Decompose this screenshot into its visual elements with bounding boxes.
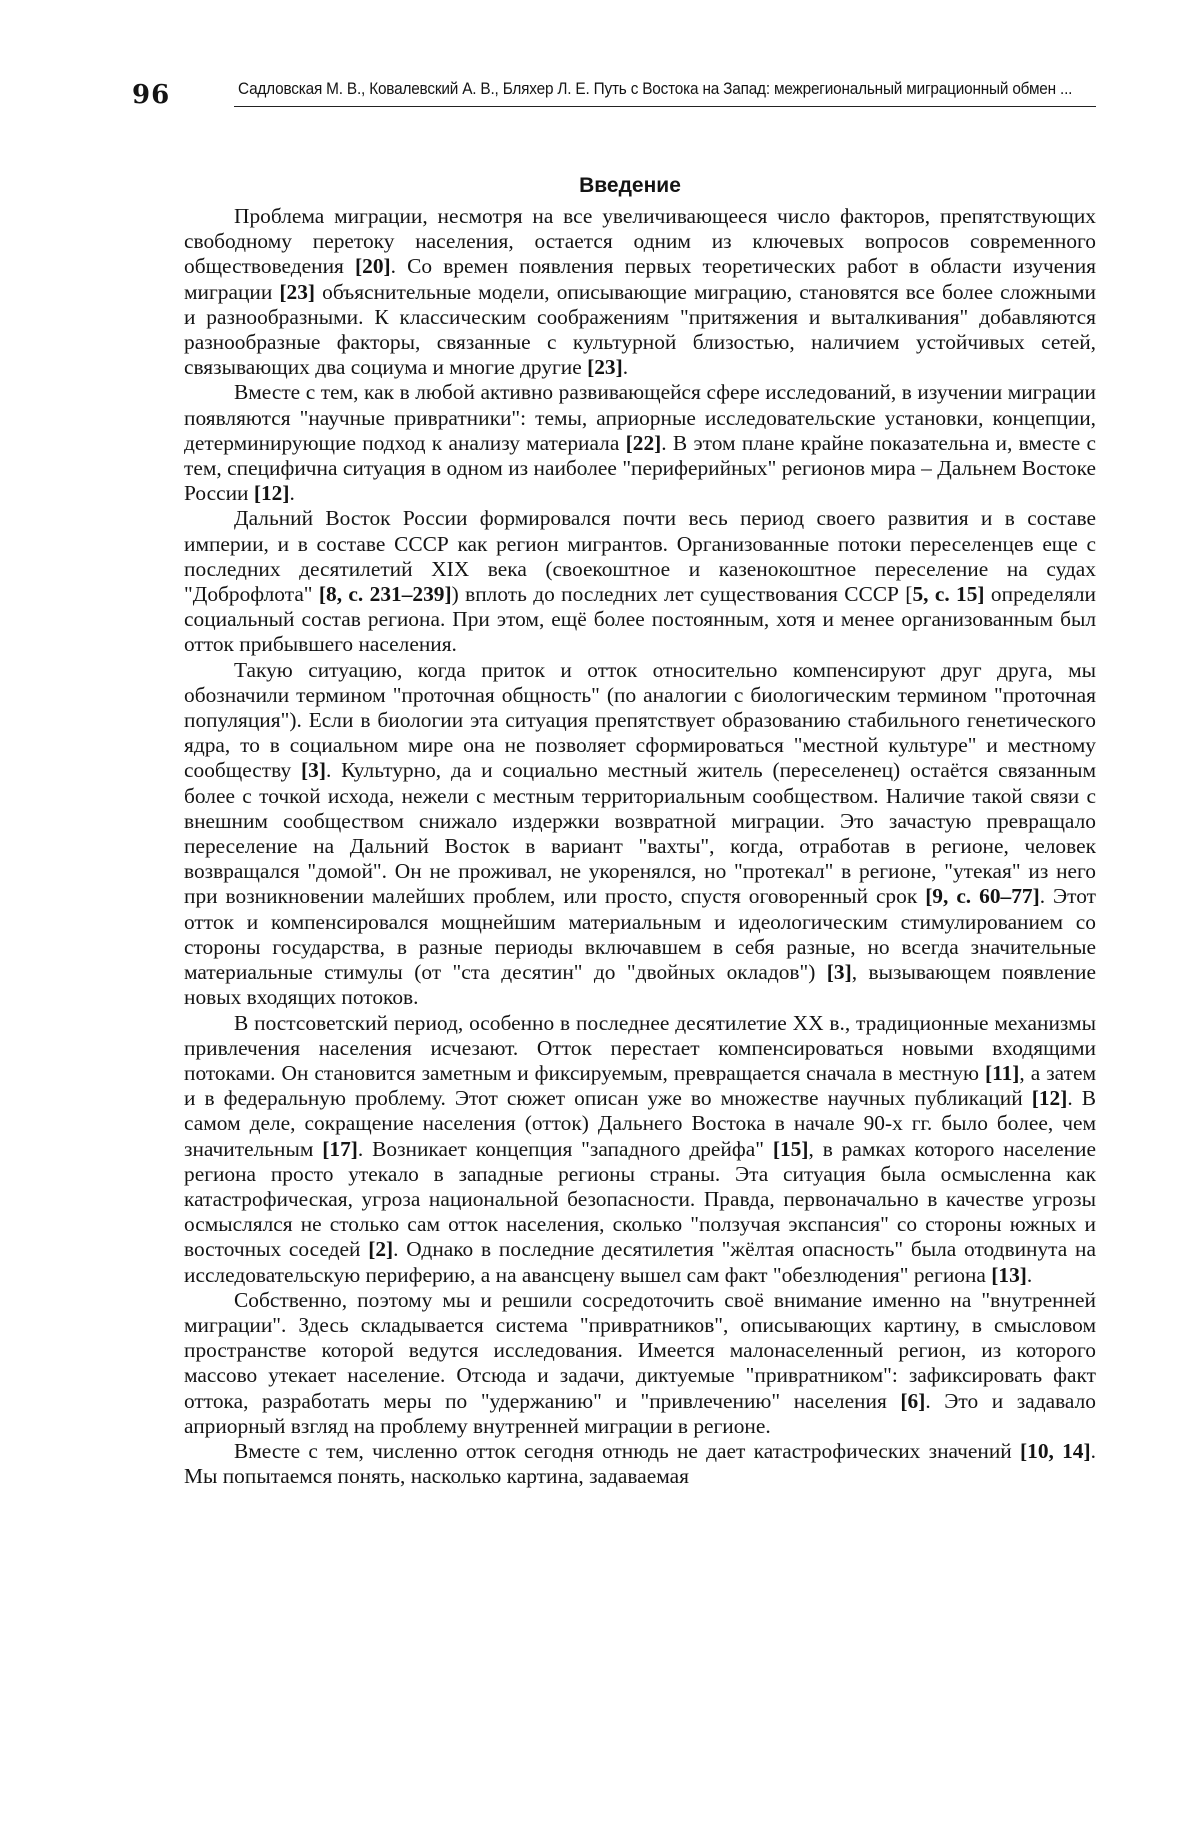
section-title: Введение bbox=[579, 174, 681, 197]
paragraph: Дальний Восток России формировался почти весь период своего развития и в составе империи, и в составе СССР как регион мигрантов. Организованные потоки переселенцев еще с последних десятилетий XIX века (своекоштное и казенокоштное переселение на судах "Доброфлота" [8, с. 231–239]) вплоть до последних лет существования СССР [5, с. 15] определяли социальный состав региона. При этом, ещё более постоянным, хотя и менее организованным был отток прибывшего населения. bbox=[184, 506, 1096, 657]
citation-ref: [17] bbox=[322, 1136, 358, 1161]
citation-ref: [10, 14] bbox=[1020, 1438, 1091, 1463]
citation-ref: [8, с. 231–239] bbox=[318, 582, 452, 607]
running-header: Садловская М. В., Ковалевский А. В., Бляхер Л. Е. Путь с Востока на Запад: межрегиональный миграционный обмен ... bbox=[238, 80, 1073, 98]
paragraph: Вместе с тем, как в любой активно развивающейся сфере исследований, в изучении миграции появляются "научные привратники": темы, априорные исследовательские установки, концепции, детерминирующие подход к анализу материала [22]. В этом плане крайне показательна и, вместе с тем, специфична ситуация в одном из наиболее "периферийных" регионов мира – Дальнем Востоке России [12]. bbox=[184, 380, 1096, 506]
citation-ref: [2] bbox=[368, 1237, 394, 1262]
citation-ref: [11] bbox=[984, 1060, 1020, 1085]
citation-ref: [9, с. 60–77] bbox=[925, 884, 1040, 909]
paragraph: Такую ситуацию, когда приток и отток относительно компенсируют друг друга, мы обозначили термином "проточная общность" (по аналогии с биологическим термином "проточная популяция"). Если в биологии эта ситуация препятствует образованию стабильного генетического ядра, то в социальном мире она не позволяет сформироваться "местной культуре" и местному сообществу [3]. Культурно, да и социально местный житель (переселенец) остаётся связанным более с точкой исхода, нежели с местным территориальным сообществом. Наличие такой связи с внешним сообществом снижало издержки возвратной миграции. Это зачастую превращало переселение на Дальний Восток в вариант "вахты", когда, отработав в регионе, человек возвращался "домой". Он не проживал, не укоренялся, но "протекал" в регионе, "утекая" из него при возникновении малейших проблем, или просто, спустя оговоренный срок [9, с. 60–77]. Этот отток и компенсировался мощнейшим материальным и идеологическим стимулированием со стороны государства, в разные периоды включавшем в себя разные, но всегда значительные материальные стимулы (от "ста десятин" до "двойных окладов") [3], вызывающем появление новых входящих потоков. bbox=[184, 657, 1096, 1010]
citation-ref: [12] bbox=[253, 481, 290, 506]
citation-ref: [13] bbox=[991, 1262, 1027, 1287]
citation-ref: [12] bbox=[1031, 1086, 1068, 1111]
citation-ref: [3] bbox=[301, 758, 326, 783]
citation-ref: [23] bbox=[587, 355, 623, 380]
citation-ref: [3] bbox=[826, 960, 852, 985]
citation-ref: [23] bbox=[279, 279, 316, 304]
citation-ref: [20] bbox=[355, 254, 391, 279]
paragraph: Проблема миграции, несмотря на все увеличивающееся число факторов, препятствующих свободному перетоку населения, остается одним из ключевых вопросов современного обществоведения [20]. Со времен появления первых теоретических работ в области изучения миграции [23] объяснительные модели, описывающие миграцию, становятся все более сложными и разнообразными. К классическим соображениям "притяжения и выталкивания" добавляются разнообразные факторы, связанные с культурной близостью, наличием устойчивых сетей, связывающих два социума и многие другие [23]. bbox=[184, 204, 1096, 380]
paragraph: Вместе с тем, численно отток сегодня отнюдь не дает катастрофических значений [10, 14]. Мы попытаемся понять, насколько картина, задаваемая bbox=[184, 1438, 1096, 1489]
article-body bbox=[184, 204, 1096, 1489]
citation-ref: [22] bbox=[625, 430, 662, 455]
citation-ref: 5, с. 15] bbox=[912, 582, 985, 607]
citation-ref: [6] bbox=[900, 1388, 926, 1413]
paragraph: Собственно, поэтому мы и решили сосредоточить своё внимание именно на "внутренней миграции". Здесь складывается система "привратников", описывающих картину, в смысловом пространстве которой ведутся исследования. Имеется малонаселенный регион, из которого массово утекает население. Отсюда и задачи, диктуемые "привратником": зафиксировать факт оттока, разработать меры по "удержанию" и "привлечению" населения [6]. Это и задавало априорный взгляд на проблему внутренней миграции в регионе. bbox=[184, 1287, 1096, 1438]
citation-ref: [15] bbox=[772, 1136, 809, 1161]
page-number: 96 bbox=[132, 80, 171, 110]
header-divider bbox=[234, 106, 1096, 107]
paragraph: В постсоветский период, особенно в последнее десятилетие XX в., традиционные механизмы привлечения населения исчезают. Отток перестает компенсироваться новыми входящими потоками. Он становится заметным и фиксируемым, превращается сначала в местную [11], а затем и в федеральную проблему. Этот сюжет описан уже во множестве научных публикаций [12]. В самом деле, сокращение населения (отток) Дальнего Востока в начале 90-х гг. было более, чем значительным [17]. Возникает концепция "западного дрейфа" [15], в рамках которого население региона просто утекало в западные регионы страны. Эта ситуация была осмысленна как катастрофическая, угроза национальной безопасности. Правда, первоначально в качестве угрозы осмыслялся не столько сам отток населения, сколько "ползучая экспансия" со стороны южных и восточных соседей [2]. Однако в последние десятилетия "жёлтая опасность" была отодвинута на исследовательскую периферию, а на авансцену вышел сам факт "обезлюдения" региона [13]. bbox=[184, 1010, 1096, 1287]
